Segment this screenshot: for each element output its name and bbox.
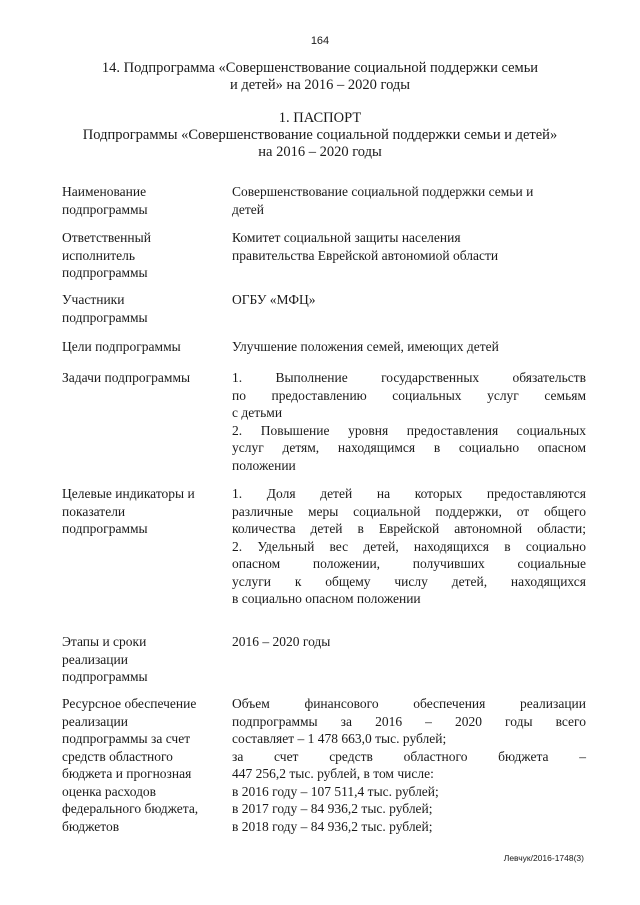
- page-number: 164: [310, 35, 330, 47]
- row-value: [232, 338, 586, 356]
- value-line: Объем финансового обеспечения реализации: [232, 696, 586, 711]
- value-line: Улучшение положения семей, имеющих детей: [232, 339, 499, 354]
- heading-line-2: и детей» на 2016 – 2020 годы: [229, 77, 411, 93]
- label-line: Участники: [62, 292, 125, 307]
- value-line: детей: [232, 201, 264, 217]
- value-line: в 2016 году – 107 511,4 тыс. рублей;: [232, 783, 439, 799]
- value-line: составляет – 1 478 663,0 тыс. рублей;: [232, 731, 447, 746]
- label-line: оценка расходов: [62, 783, 157, 799]
- label-line: Ответственный: [62, 230, 151, 245]
- row-label: [62, 229, 212, 282]
- value-line: за счет средств областного бюджета –: [232, 748, 586, 764]
- label-line: бюджетов: [62, 818, 120, 834]
- label-line: Этапы и сроки: [62, 634, 147, 649]
- label-line: подпрограммы: [62, 521, 148, 536]
- value-line: подпрограммы за 2016 – 2020 годы всего: [232, 713, 586, 729]
- value-line: ОГБУ «МФЦ»: [232, 292, 316, 307]
- passport-title-line-3: на 2016 – 2020 годы: [258, 144, 382, 160]
- row-label: [62, 369, 212, 387]
- row-label: [62, 485, 212, 538]
- value-line: услуги к общему числу детей, находящихся: [232, 573, 586, 589]
- label-line: реализации: [62, 651, 128, 667]
- value-line: 1. Выполнение государственных обязательств: [232, 370, 586, 385]
- label-line: федерального бюджета,: [62, 801, 199, 816]
- value-line: 1. Доля детей на которых предоставляются: [232, 486, 586, 501]
- label-line: реализации: [62, 713, 128, 729]
- value-line: 2016 – 2020 годы: [232, 634, 331, 649]
- row-label: [62, 183, 212, 218]
- value-line: с детьми: [232, 405, 283, 420]
- document-code: Левчук/2016-1748(3): [503, 853, 584, 863]
- label-line: Ресурсное обеспечение: [62, 696, 197, 711]
- row-value: [232, 633, 586, 651]
- value-line: по предоставлению социальных услуг семьям: [232, 387, 586, 403]
- value-line: услуг детям, находящимся в социально опасном: [232, 440, 586, 455]
- passport-title-line-1: 1. ПАСПОРТ: [278, 110, 362, 126]
- value-line: в социально опасном положении: [232, 591, 421, 606]
- label-line: бюджета и прогнозная: [62, 766, 192, 781]
- heading-line-1: 14. Подпрограмма «Совершенствование социальной поддержки семьи: [101, 60, 539, 76]
- row-label: [62, 695, 212, 835]
- row-value: [232, 485, 586, 608]
- label-line: Задачи подпрограммы: [62, 370, 191, 385]
- value-line: Комитет социальной защиты населения: [232, 230, 461, 245]
- value-line: опасном положении, получивших социальные: [232, 556, 586, 571]
- value-line: количества детей в Еврейской автономной области;: [232, 521, 586, 536]
- value-line: Совершенствование социальной поддержки семьи и: [232, 184, 534, 199]
- subprogram-heading: [0, 60, 640, 94]
- row-value: [232, 695, 586, 835]
- label-line: средств областного: [62, 748, 173, 764]
- label-line: Целевые индикаторы и: [62, 486, 195, 501]
- label-line: Цели подпрограммы: [62, 339, 181, 354]
- label-line: Наименование: [62, 184, 147, 199]
- row-value: [232, 369, 586, 474]
- row-value: [232, 291, 586, 309]
- value-line: 447 256,2 тыс. рублей, в том числе:: [232, 766, 434, 781]
- label-line: подпрограммы: [62, 201, 148, 217]
- value-line: в 2017 году – 84 936,2 тыс. рублей;: [232, 801, 433, 816]
- value-line: положении: [232, 457, 296, 473]
- label-line: подпрограммы: [62, 265, 148, 280]
- row-label: [62, 338, 212, 356]
- value-line: 2. Удельный вес детей, находящихся в социально: [232, 538, 586, 554]
- label-line: исполнитель: [62, 247, 135, 263]
- label-line: подпрограммы: [62, 309, 148, 325]
- value-line: различные меры социальной поддержки, от общего: [232, 503, 586, 519]
- row-value: [232, 183, 586, 218]
- row-value: [232, 229, 586, 264]
- value-line: правительства Еврейской автономиой области: [232, 247, 499, 263]
- passport-title-line-2: Подпрограммы «Совершенствование социальной поддержки семьи и детей»: [82, 127, 558, 143]
- value-line: 2. Повышение уровня предоставления социальных: [232, 422, 586, 438]
- row-label: [62, 633, 212, 686]
- label-line: подпрограммы: [62, 669, 148, 684]
- value-line: в 2018 году – 84 936,2 тыс. рублей;: [232, 818, 433, 834]
- row-label: [62, 291, 212, 326]
- passport-title: [0, 110, 640, 161]
- label-line: подпрограммы за счет: [62, 731, 191, 746]
- label-line: показатели: [62, 503, 126, 519]
